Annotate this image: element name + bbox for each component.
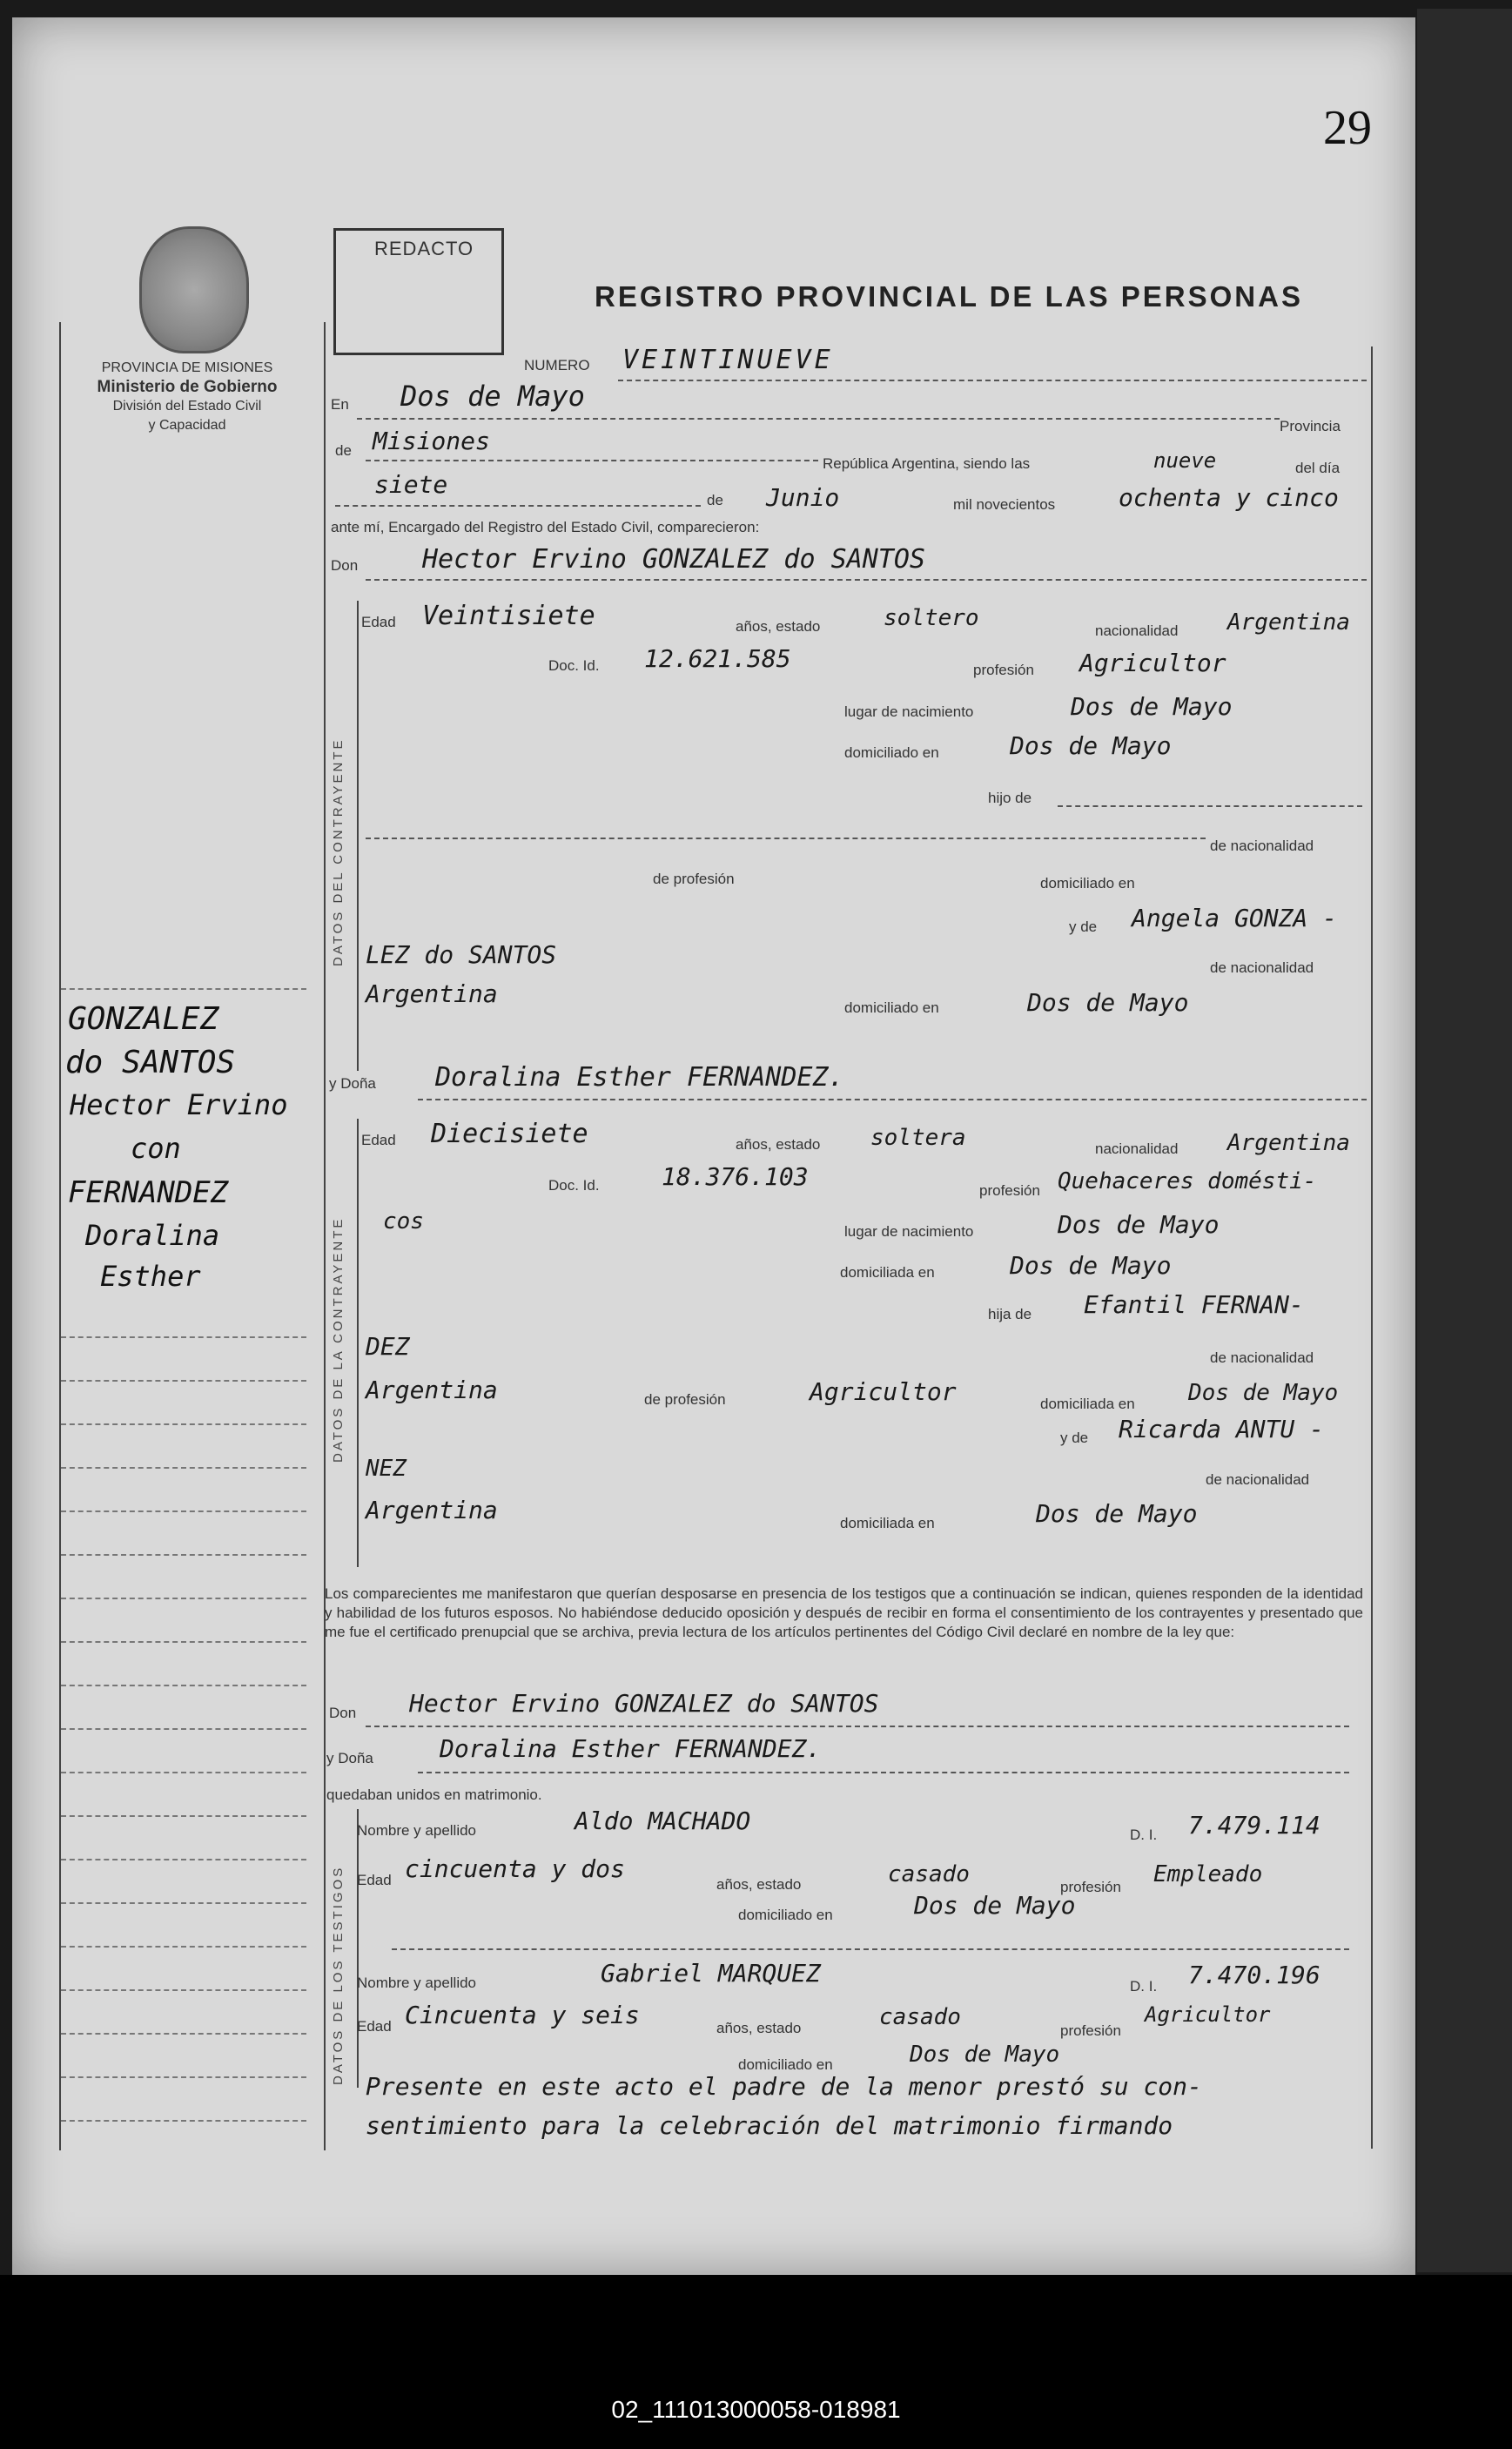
image-id: 02_111013000058-018981 [611, 2396, 901, 2423]
f-deprof-label: de profesión [644, 1391, 726, 1408]
margin-rule [61, 1946, 306, 1948]
t2-prof-label: profesión [1060, 2022, 1121, 2039]
t2-edad: Cincuenta y seis [405, 2001, 640, 2029]
dona2-line [418, 1772, 1349, 1773]
don2-line [366, 1726, 1349, 1727]
margin-rule [61, 1641, 306, 1643]
f-estado-value: soltera [870, 1125, 966, 1151]
page-number: 29 [1323, 101, 1372, 155]
ministry-line4: y Capacidad [148, 418, 226, 433]
f-prof-label: profesión [979, 1182, 1040, 1199]
de-value: Misiones [373, 427, 490, 455]
margin-rule [61, 1989, 306, 1991]
don-label: Don [331, 557, 359, 574]
don2-value: Hector Ervino GONZALEZ do SANTOS [409, 1689, 879, 1718]
margin-rule [61, 1902, 306, 1904]
form-left-border [324, 322, 326, 2150]
t1-sep [392, 1948, 1349, 1950]
dia-line [335, 505, 701, 507]
c-dom-value: Dos de Mayo [1010, 731, 1172, 760]
dona-label: y Doña [329, 1075, 376, 1092]
t1-estado: casado [888, 1861, 970, 1887]
t1-di-label: D. I. [1130, 1827, 1158, 1843]
contrayente-section-label: DATOS DEL CONTRAYENTE [331, 737, 346, 966]
f-lugar-value: Dos de Mayo [1058, 1210, 1220, 1239]
de-line [366, 460, 818, 461]
margin-rule [61, 2033, 306, 2035]
c-deprof-label: de profesión [653, 871, 735, 887]
note-line1: Presente en este acto el padre de la menor prestó su con- [366, 2072, 1202, 2101]
form-right-border [1371, 346, 1373, 2149]
testigos-section-label: DATOS DE LOS TESTIGOS [331, 1865, 346, 2085]
margin-surname3: FERNANDEZ [68, 1175, 229, 1210]
margin-rule [61, 1336, 306, 1338]
margin-rule [61, 1423, 306, 1425]
don2-label: Don [329, 1705, 357, 1721]
mil-label: mil novecientos [953, 496, 1056, 513]
t1-nombre-label: Nombre y apellido [357, 1822, 477, 1839]
f-madre2: NEZ [366, 1456, 407, 1482]
quedaban-text: quedaban unidos en matrimonio. [326, 1786, 542, 1803]
ministry-header [61, 359, 313, 435]
c-madre-nac: Argentina [366, 979, 498, 1008]
c-row-line [366, 838, 1206, 839]
en-value: Dos de Mayo [400, 380, 585, 413]
c-madre-dom: Dos de Mayo [1027, 988, 1189, 1017]
numero-line [618, 380, 1367, 381]
coat-of-arms-seal [139, 226, 249, 353]
f-padre2: DEZ [366, 1332, 410, 1361]
f-edad-value: Diecisiete [431, 1119, 588, 1149]
c-doc-value: 12.621.585 [644, 644, 791, 673]
margin-name1: Hector Ervino [70, 1088, 288, 1121]
dia-value: siete [374, 470, 448, 499]
contrayente-border [357, 601, 359, 1071]
ministry-line3: División del Estado Civil [112, 399, 262, 414]
margin-rule [61, 1380, 306, 1382]
f-doc-value: 18.376.103 [662, 1162, 809, 1191]
redacto-stamp [333, 228, 504, 355]
margin-rule [61, 2076, 306, 2078]
c-hijo-line [1058, 805, 1362, 807]
c-prof-value: Agricultor [1079, 649, 1226, 677]
t1-dom: Dos de Mayo [914, 1891, 1076, 1920]
c-edad-label: Edad [361, 614, 396, 630]
t2-nombre: Gabriel MARQUEZ [601, 1959, 821, 1988]
c-nac-label: nacionalidad [1095, 622, 1179, 639]
t2-prof: Agricultor [1145, 2002, 1271, 2027]
c-hijo-label: hijo de [988, 790, 1032, 806]
ante-text: ante mí, Encargado del Registro del Estado Civil, comparecieron: [331, 519, 760, 535]
don-line [366, 579, 1367, 581]
margin-rule [61, 1510, 306, 1512]
c-lugar-label: lugar de nacimiento [844, 703, 974, 720]
t2-estado: casado [879, 2004, 961, 2030]
f-doc-label: Doc. Id. [548, 1177, 600, 1194]
margin-rule [61, 988, 306, 990]
dona-value: Doralina Esther FERNANDEZ. [435, 1062, 844, 1093]
numero-label: NUMERO [524, 357, 590, 373]
margin-rule [61, 1685, 306, 1686]
c-domen-label: domiciliado en [1040, 875, 1135, 891]
del-dia-label: del día [1295, 460, 1341, 476]
t2-anios-label: años, estado [716, 2020, 802, 2036]
republica-label: República Argentina, siendo las [823, 455, 1031, 472]
c-dom-label: domiciliado en [844, 744, 939, 761]
margin-name2: Doralina [85, 1219, 220, 1252]
f-dom-label: domiciliada en [840, 1264, 935, 1281]
fecha-de-label: de [707, 492, 723, 508]
c-madre1: Angela GONZA - [1132, 904, 1338, 932]
document-title: REGISTRO PROVINCIAL DE LAS PERSONAS [595, 280, 1303, 313]
f-madre1: Ricarda ANTU - [1119, 1415, 1325, 1443]
margin-rule [61, 2120, 306, 2122]
t2-di-label: D. I. [1130, 1978, 1158, 1995]
f-denac-label: de nacionalidad [1210, 1349, 1314, 1366]
margin-rule [61, 1815, 306, 1817]
f-padre-nac: Argentina [366, 1376, 498, 1404]
t1-edad: cincuenta y dos [405, 1854, 625, 1883]
en-label: En [331, 396, 349, 413]
f-domen-label: domiciliada en [1040, 1396, 1135, 1412]
t1-anios-label: años, estado [716, 1876, 802, 1893]
c-doc-label: Doc. Id. [548, 657, 600, 674]
margin-rule [61, 1554, 306, 1556]
t2-di: 7.470.196 [1188, 1961, 1320, 1989]
c-nac-value: Argentina [1227, 609, 1350, 636]
c-anios-label: años, estado [736, 618, 821, 635]
margin-surname2: do SANTOS [65, 1045, 236, 1080]
contrayenta-section-label: DATOS DE LA CONTRAYENTE [331, 1216, 346, 1463]
f-anios-label: años, estado [736, 1136, 821, 1153]
dona2-value: Doralina Esther FERNANDEZ. [440, 1734, 822, 1763]
t1-nombre: Aldo MACHADO [575, 1806, 751, 1835]
declaration-paragraph: Los comparecientes me manifestaron que querían desposarse en presencia de los testigos que a continuación se indican, quienes responden de la identidad y habilidad de los futuros esposos. No habiéndose deducido oposición y después de recibir en forma el consentimiento de los contrayentes y presentado que me fue el certificado prenupcial que se archiva, previa lectura de los artículos pertinentes del Código Civil declaré en nombre de la ley que: [325, 1585, 1363, 1640]
ministry-line1: PROVINCIA DE MISIONES [101, 360, 273, 375]
dona2-label: y Doña [326, 1750, 373, 1766]
f-prof-value1: Quehaceres domésti- [1058, 1168, 1317, 1194]
c-yde-label: y de [1069, 918, 1098, 935]
ministry-line2: Ministerio de Gobierno [97, 378, 278, 396]
c-lugar-value: Dos de Mayo [1071, 692, 1233, 721]
f-yde-label: y de [1060, 1430, 1089, 1446]
c-madre-dom-label: domiciliado en [844, 999, 939, 1016]
mes-value: Junio [766, 483, 840, 512]
f-edad-label: Edad [361, 1132, 396, 1148]
margin-con: con [131, 1132, 181, 1165]
f-madre-dom-label: domiciliada en [840, 1515, 935, 1531]
f-lugar-label: lugar de nacimiento [844, 1223, 974, 1240]
contrayenta-border [357, 1119, 359, 1567]
c-estado-value: soltero [884, 605, 979, 631]
t2-edad-label: Edad [357, 2018, 392, 2035]
t1-dom-label: domiciliado en [738, 1907, 833, 1923]
f-nac-label: nacionalidad [1095, 1140, 1179, 1157]
numero-value: VEINTINUEVE [622, 345, 834, 375]
t2-dom: Dos de Mayo [910, 2042, 1060, 2068]
note-line2: sentimiento para la celebración del matrimonio firmando [366, 2111, 1173, 2140]
margin-left-border [59, 322, 61, 2150]
t1-prof-label: profesión [1060, 1879, 1121, 1895]
hora-value: nueve [1153, 448, 1217, 473]
f-madre-nac-label: de nacionalidad [1206, 1471, 1310, 1488]
c-prof-label: profesión [973, 662, 1034, 678]
f-dom-value: Dos de Mayo [1010, 1251, 1172, 1280]
f-madre-dom: Dos de Mayo [1036, 1499, 1198, 1528]
t1-prof: Empleado [1153, 1861, 1263, 1887]
margin-name3: Esther [100, 1260, 201, 1293]
book-spine [1417, 9, 1512, 2272]
c-denac-label: de nacionalidad [1210, 838, 1314, 854]
don-value: Hector Ervino GONZALEZ do SANTOS [422, 544, 925, 575]
margin-rule [61, 1772, 306, 1773]
testigos-border [357, 1809, 359, 2088]
c-madre2: LEZ do SANTOS [366, 940, 557, 969]
provincia-label: Provincia [1280, 418, 1341, 434]
f-hija-label: hija de [988, 1306, 1032, 1322]
en-line [357, 418, 1280, 420]
f-padre-dom: Dos de Mayo [1188, 1380, 1339, 1406]
f-padre1: Efantil FERNAN- [1084, 1290, 1304, 1319]
f-madre-nac: Argentina [366, 1496, 498, 1524]
stamp-label: REDACTO [374, 238, 474, 259]
margin-rule [61, 1598, 306, 1599]
f-padre-prof: Agricultor [810, 1377, 957, 1406]
dona-line [418, 1099, 1367, 1100]
anio-value: ochenta y cinco [1119, 483, 1339, 512]
f-prof-value2: cos [383, 1208, 424, 1235]
margin-rule [61, 1859, 306, 1860]
margin-rule [61, 1728, 306, 1730]
margin-surname1: GONZALEZ [68, 1001, 219, 1037]
de-label: de [335, 442, 352, 459]
t2-dom-label: domiciliado en [738, 2056, 833, 2073]
c-madre-nac-label: de nacionalidad [1210, 959, 1314, 976]
f-nac-value: Argentina [1227, 1130, 1350, 1156]
t2-nombre-label: Nombre y apellido [357, 1975, 477, 1991]
t1-edad-label: Edad [357, 1872, 392, 1888]
t1-di: 7.479.114 [1188, 1811, 1320, 1840]
margin-rule [61, 1467, 306, 1469]
c-edad-value: Veintisiete [422, 601, 595, 631]
